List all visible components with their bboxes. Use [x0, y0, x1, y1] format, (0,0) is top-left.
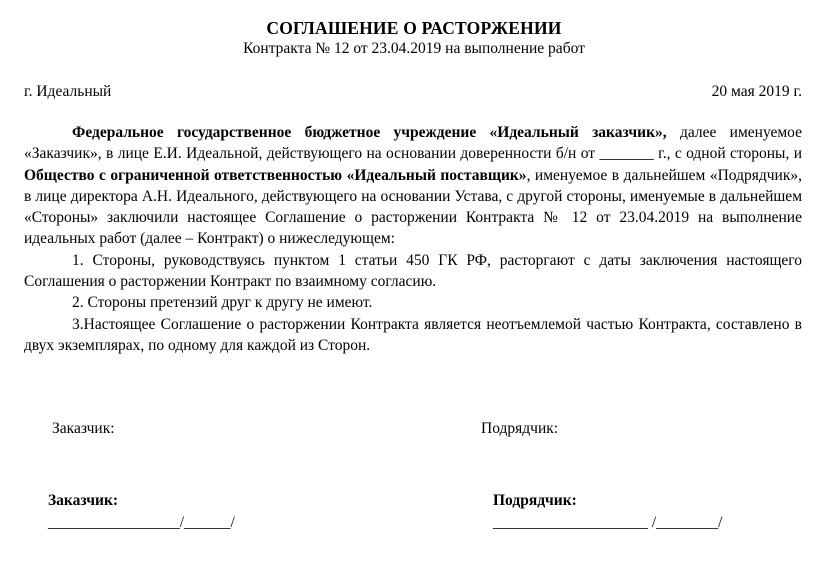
contractor-name: Общество с ограниченной ответственностью «Идеальный поставщик»	[24, 166, 527, 184]
customer-name: Федеральное государственное бюджетное учреждение «Идеальный заказчик»,	[72, 124, 667, 141]
customer-signature-line: _________________/______/	[48, 514, 235, 531]
intro-part3: , именуемое в дальнейшем «Подрядчик», в лице директора А.Н. Идеального, действующего на основании Устава, с другой стороны, именуемые в дальнейшем «Стороны» заключили настоящее Соглашение о расторжении Контракта № 12 от 23.04.2019 на выполнение идеальных работ (далее – Контракт) о нижеследующем:	[24, 166, 803, 248]
customer-signature-heading: Заказчик:	[48, 492, 119, 509]
clause-2: 2. Стороны претензий друг к другу не имеют.	[72, 294, 373, 312]
document-subtitle: Контракта № 12 от 23.04.2019 на выполнение работ	[243, 40, 585, 57]
date-blank: _______	[599, 145, 654, 163]
city: г. Идеальный	[24, 83, 112, 100]
intro-part1: далее именуемое «Заказчик», в лице Е.И. Идеальной, действующего на основании доверенности б/н от	[24, 124, 802, 163]
intro-part2: г., с одной стороны, и	[653, 145, 803, 163]
customer-signature-label: Заказчик:	[52, 420, 115, 437]
date: 20 мая 2019 г.	[711, 83, 802, 100]
document-title: СОГЛАШЕНИЕ О РАСТОРЖЕНИИ	[266, 18, 562, 38]
clause-3: 3.Настоящее Соглашение о расторжении Контракта является неотъемлемой частью Контракта, составлено в двух экземплярах, по одному для каждой из Сторон.	[24, 315, 802, 354]
contractor-signature-label: Подрядчик:	[481, 420, 559, 437]
clause-1: 1. Стороны, руководствуясь пунктом 1 статьи 450 ГК РФ, расторгают с даты заключения настоящего Соглашения о расторжении Контракт по взаимному согласию.	[24, 251, 802, 291]
contractor-signature-heading: Подрядчик:	[493, 492, 577, 509]
agreement-body	[24, 122, 802, 356]
intro-paragraph	[24, 122, 802, 250]
contractor-signature-line: ____________________ /________/	[493, 514, 723, 531]
